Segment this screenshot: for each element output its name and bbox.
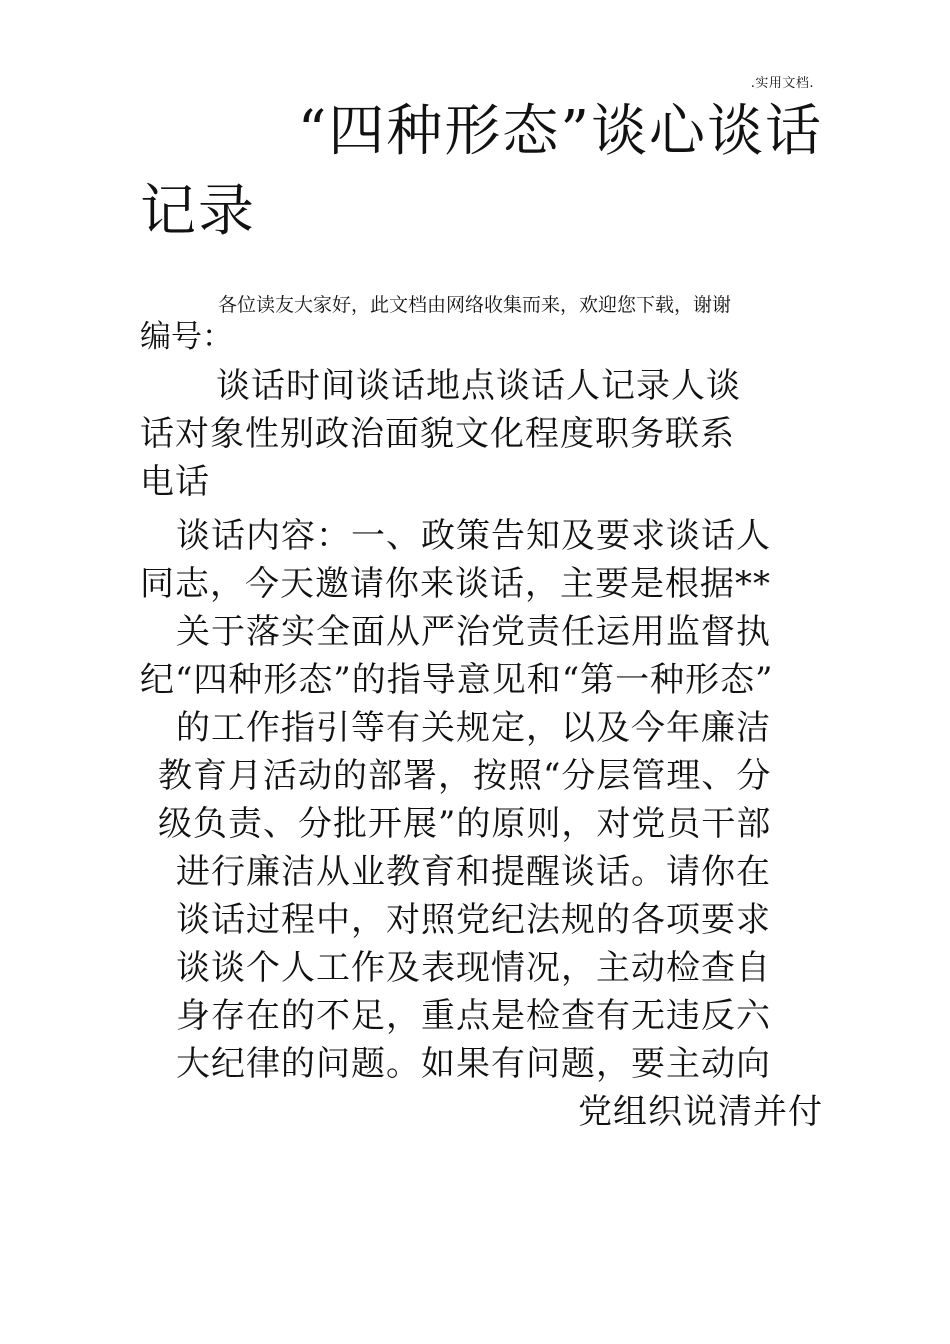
content-line: 进行廉洁从业教育和提醒谈话。请你在 xyxy=(176,852,771,892)
content-line: 的工作指引等有关规定，以及今年廉洁 xyxy=(176,708,771,748)
content-line: 纪“四种形态”的指导意见和“第一种形态” xyxy=(140,660,774,700)
content-line: 同志，今天邀请你来谈话，主要是根据** xyxy=(140,564,771,604)
info-fields xyxy=(140,362,823,506)
info-line: 话对象性别政治面貌文化程度职务联系 xyxy=(140,414,735,454)
title-line-1: “四种形态”谈心谈话 xyxy=(297,99,823,164)
conversation-content xyxy=(140,512,823,1136)
serial-number-label: 编号： xyxy=(140,319,233,355)
header-note: .实用文档. xyxy=(750,76,814,91)
content-line: 级负责、分批开展”的原则，对党员干部 xyxy=(158,804,772,844)
welcome-note: 各位读友大家好，此文档由网络收集而来，欢迎您下载，谢谢 xyxy=(218,294,732,316)
content-line: 谈话过程中，对照党纪法规的各项要求 xyxy=(176,900,771,940)
content-line: 关于落实全面从严治党责任运用监督执 xyxy=(176,612,771,652)
content-line: 谈话内容：一、政策告知及要求谈话人 xyxy=(176,516,771,556)
content-line: 大纪律的问题。如果有问题，要主动向 xyxy=(176,1044,771,1084)
content-line: 谈谈个人工作及表现情况，主动检查自 xyxy=(176,948,771,988)
info-line: 谈话时间谈话地点谈话人记录人谈 xyxy=(216,366,741,406)
document-title xyxy=(140,92,823,252)
content-line: 党组织说清并付 xyxy=(578,1092,823,1132)
content-line: 教育月活动的部署，按照“分层管理、分 xyxy=(158,756,772,796)
info-line: 电话 xyxy=(140,462,210,502)
title-line-2: 记录 xyxy=(140,179,256,244)
content-line: 身存在的不足，重点是检查有无违反六 xyxy=(176,996,771,1036)
